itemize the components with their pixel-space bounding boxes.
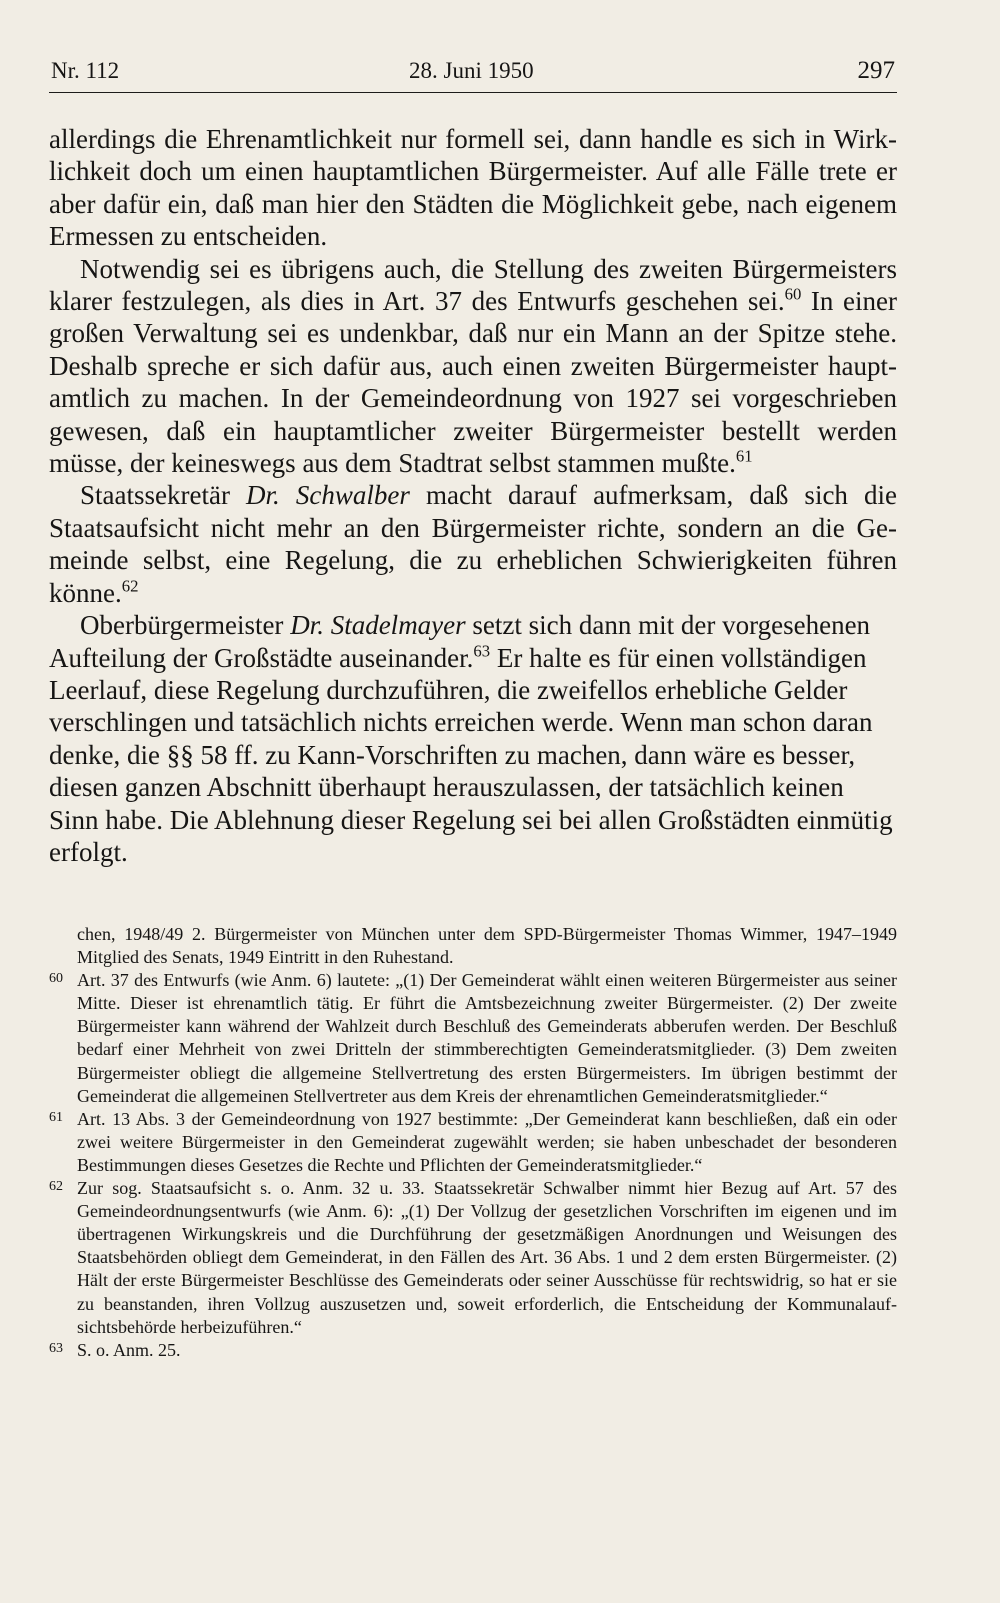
footnote: 62 Zur sog. Staatsaufsicht s. o. Anm. 32 u. 33. Staatssekretär Schwalber nimmt hier Bezug auf Art. 57 des Gemeindeordnungsentwurfs (wie Anm. 6): „(1) Der Vollzug der gesetzlichen Vorschriften im eigenen und im übertragenen Wirkungskreis und die Durchführung der gesetzmäßigen Anordnungen und Weisungen des Staatsbehörden obliegt dem Gemeinderat, in den Fällen des Art. 36 Abs. 1 und 2 dem ersten Bürgermeister. (2) Hält der erste Bürgermeister Beschlüsse des Gemeinderats oder seiner Ausschüsse für rechtswidrig, so hat er sie zu beanstanden, ihren Vollzug auszusetzen und, soweit erforderlich, die Entscheidung der Kommunalaufsichtsbehörde herbeizuführen.“ (49, 1177, 897, 1339)
footnotes (49, 923, 897, 1362)
paragraph: Notwendig sei es übrigens auch, die Stellung des zweiten Bürgermeisters klarer festzulegen, als dies in Art. 37 des Entwurfs geschehen sei.$^{60}$ In einer großen Verwaltung sei es undenkbar, daß nur ein Mann an der Spitze stehe. Deshalb spreche er sich dafür aus, auch einen zweiten Bürgermeister hauptamtlich zu machen. In der Gemeindeordnung von 1927 sei vorgeschrieben gewesen, daß ein hauptamtlicher zweiter Bürgermeister bestellt werden müsse, der keineswegs aus dem Stadtrat selbst stammen mußte.$^{61}$ (49, 253, 897, 479)
footnote-number: 62 (49, 1179, 63, 1195)
footnote-ref[interactable]: 63 (473, 641, 491, 661)
main-text (49, 123, 897, 868)
paragraph: allerdings die Ehrenamtlichkeit nur formell sei, dann handle es sich in Wirklichkeit doch um einen hauptamtlichen Bürgermeister. Auf alle Fälle trete er aber dafür ein, daß man hier den Städten die Möglichkeit gebe, nach eigenem Ermessen zu entscheiden. (49, 124, 897, 252)
footnote-ref[interactable]: 61 (735, 446, 753, 466)
footnote: 60 Art. 37 des Entwurfs (wie Anm. 6) lautete: „(1) Der Gemeinderat wählt einen weiteren Bürgermeister aus seiner Mitte. Dieser ist ehrenamtlich tätig. Er führt die Amtsbezeichnung zweiter Bürgermeister. (2) Der zweite Bürgermeister kann während der Wahlzeit durch Beschluß des Gemeinderats abberufen werden. Der Beschluß bedarf einer Mehrheit von zwei Dritteln der stimmberechtigten Gemeinderatsmitglieder. (3) Dem zweiten Bürgermeister obliegt die allgemeine Stellvertretung des ersten Bürgermeisters. Im übrigen bestimmt der Gemeinderat die allgemeinen Stellvertreter aus dem Kreis der ehrenamtlichen Gemeinderatsmitglieder.“ (49, 969, 897, 1108)
footnote-number: 60 (49, 971, 63, 987)
footnote-ref[interactable]: 62 (121, 576, 139, 596)
footnote-continued: chen, 1948/49 2. Bürgermeister von München unter dem SPD-Bürgermeister Thomas Wimmer, 1947–1949 Mitglied des Senats, 1949 Eintritt in den Ruhestand. (77, 924, 897, 968)
paragraph: Oberbürgermeister Dr. Stadelmayer setzt sich dann mit der vorgesehenen Aufteilung der Großstädte auseinander.$^{63}$ Er halte es für einen vollständigen Leerlauf, diese Regelung durchzuführen, die zweifellos erhebliche Gelder verschlingen und tatsächlich nichts erreichen werde. Wenn man schon daran denke, die §§ 58 ff. zu Kann-Vorschriften zu machen, dann wäre es besser, diesen ganzen Abschnitt überhaupt herauszulassen, der tatsächlich keinen Sinn habe. Die Ablehnung dieser Regelung sei bei allen Großstädten einmütig erfolgt. (49, 610, 893, 867)
footnote-number: 63 (49, 1340, 63, 1356)
page-number: 297 (857, 57, 895, 84)
paragraph: Staatssekretär Dr. Schwalber macht darauf aufmerksam, daß sich die Staatsaufsicht nicht mehr an den Bürgermeister richte, sondern an die Gemeinde selbst, eine Regelung, die zu erheblichen Schwierigkeiten führen könne.$^{62}$ (49, 480, 898, 608)
speaker-name: Dr. Stadelmayer (290, 610, 466, 641)
footnote: 61 Art. 13 Abs. 3 der Gemeindeordnung von 1927 bestimmte: „Der Gemeinderat kann beschließen, daß ein oder zwei weitere Bürgermeister in den Gemeinderat zugewählt werden; sie haben unbeschadet der besonderen Bestimmungen dieses Gesetzes die Rechte und Pflichten der Gemeinderatsmitglieder.“ (49, 1108, 897, 1177)
footnote-ref[interactable]: 60 (784, 284, 802, 304)
running-header (49, 56, 897, 93)
footnote-number: 61 (49, 1109, 63, 1125)
footnote: 63 S. o. Anm. 25. (49, 1339, 897, 1362)
header-date: 28. Juni 1950 (409, 58, 534, 83)
speaker-name: Dr. Schwalber (246, 480, 410, 511)
document-number: Nr. 112 (51, 58, 120, 83)
